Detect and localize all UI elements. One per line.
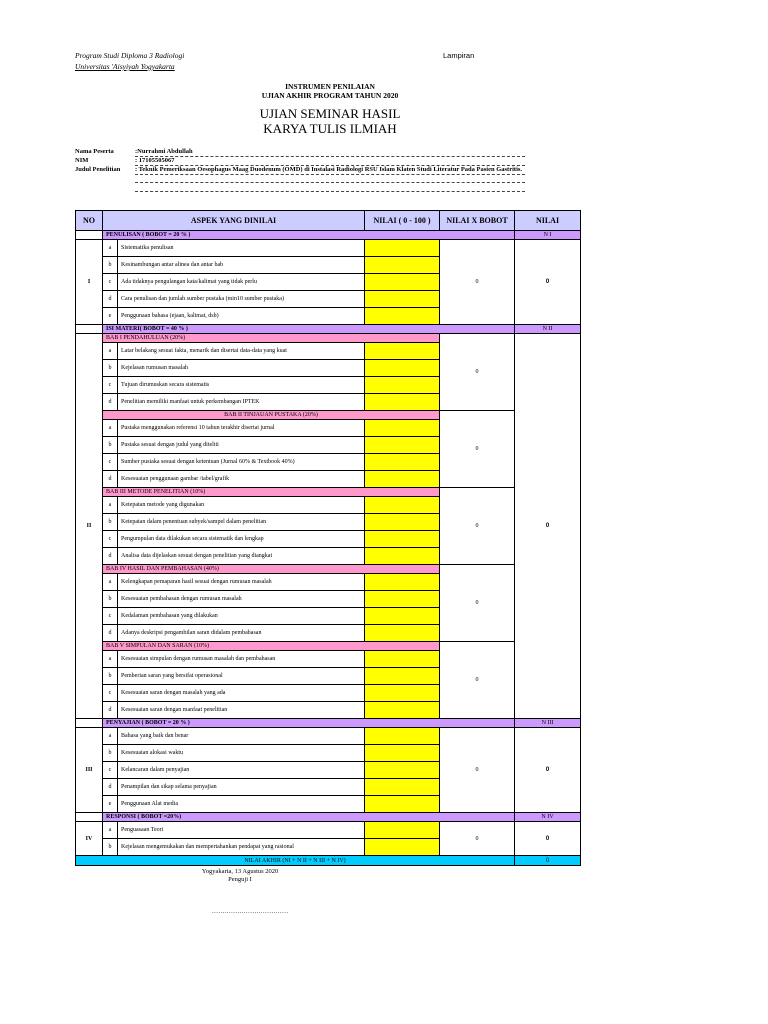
final-score-label: NILAI AKHIR (NI + N II + N III + N IV)	[76, 856, 515, 866]
item-letter: c	[103, 762, 118, 779]
item-text: Kedalaman pembahasan yang dilakukan	[118, 608, 365, 625]
section-nilai: 0	[515, 728, 581, 813]
item-letter: e	[103, 308, 118, 325]
place-date: Yogyakarta, 13 Agustus 2020	[201, 868, 279, 875]
subsection-title: BAB V SIMPULAN DAN SARAN (10%)	[103, 642, 440, 651]
weighted-value: 0	[440, 642, 515, 719]
score-input-cell[interactable]	[365, 274, 440, 291]
subsection-title: BAB II TINJAUAN PUSTAKA (20%)	[103, 411, 440, 420]
section-label: PENULISAN ( BOBOT = 20 % )	[103, 231, 515, 240]
document-title	[150, 82, 510, 100]
item-text: Ketepatan metode yang digunakan	[118, 497, 365, 514]
item-text: Ketepatan dalam penentuan subyek/sampel dalam penelitian	[118, 514, 365, 531]
section-nilai: 0	[515, 822, 581, 856]
nim-value: : 17105505067	[135, 156, 525, 166]
item-letter: d	[103, 394, 118, 411]
header-score: NILAI ( 0 - 100 )	[365, 211, 440, 231]
item-text: Ada tidaknya pengulangan kata/kalimat yang tidak perlu	[118, 274, 365, 291]
item-letter: b	[103, 591, 118, 608]
score-input-cell[interactable]	[365, 437, 440, 454]
score-input-cell[interactable]	[365, 514, 440, 531]
item-letter: a	[103, 240, 118, 257]
section-n-label: N III	[515, 719, 581, 728]
table-row	[76, 822, 581, 839]
item-letter: a	[103, 574, 118, 591]
score-input-cell[interactable]	[365, 291, 440, 308]
weighted-value: 0	[440, 565, 515, 642]
score-input-cell[interactable]	[365, 608, 440, 625]
item-letter: b	[103, 514, 118, 531]
weighted-value: 0	[440, 240, 515, 325]
institution-line-2: Universitas 'Aisyiyah Yogyakarta	[75, 62, 175, 71]
score-input-cell[interactable]	[365, 685, 440, 702]
table-header-row	[76, 211, 581, 231]
header-aspect: ASPEK YANG DINILAI	[103, 211, 365, 231]
score-input-cell[interactable]	[365, 651, 440, 668]
section-n-label: N I	[515, 231, 581, 240]
weighted-value: 0	[440, 822, 515, 856]
score-input-cell[interactable]	[365, 839, 440, 856]
item-text: Tujuan dirumuskan secara sistematis	[118, 377, 365, 394]
section-no-cell	[76, 719, 103, 728]
attachment-label: Lampiran	[443, 51, 475, 60]
score-input-cell[interactable]	[365, 394, 440, 411]
score-input-cell[interactable]	[365, 343, 440, 360]
item-text: Penelitian memiliki manfaat untuk perkembangan IPTEK	[118, 394, 365, 411]
score-input-cell[interactable]	[365, 360, 440, 377]
signature-line: ....................................	[212, 908, 289, 915]
signature-block	[190, 868, 290, 884]
blank-line	[135, 183, 525, 192]
score-input-cell[interactable]	[365, 668, 440, 685]
section-header-row	[76, 231, 581, 240]
item-letter: d	[103, 779, 118, 796]
item-letter: e	[103, 796, 118, 813]
header-nilai: NILAI	[515, 211, 581, 231]
section-label: ISI MATERI( BOBOT = 40 % )	[103, 325, 515, 334]
examiner-role: Penguji I	[228, 876, 252, 883]
section-number: I	[76, 240, 103, 325]
section-label: RESPONSI ( BOBOT =20%)	[103, 813, 515, 822]
item-text: Kelancaran dalam penyajian	[118, 762, 365, 779]
research-title-value: : Teknik Pemeriksaan Oesophagus Maag Duodenum (OMD) di Instalasi Radiologi RSU Islam Klaten Studi Literatur Pada Pasien Gastritis.	[135, 165, 525, 175]
item-letter: b	[103, 668, 118, 685]
item-letter: d	[103, 471, 118, 488]
item-text: Adanya deskripsi pengambilan saran didalam pembahasan	[118, 625, 365, 642]
score-input-cell[interactable]	[365, 796, 440, 813]
weighted-value: 0	[440, 411, 515, 488]
score-input-cell[interactable]	[365, 548, 440, 565]
section-no-cell	[76, 813, 103, 822]
item-letter: a	[103, 497, 118, 514]
score-input-cell[interactable]	[365, 822, 440, 839]
title-line-2: UJIAN AKHIR PROGRAM TAHUN 2020	[261, 91, 399, 100]
item-text: Kesesuaian alokasi waktu	[118, 745, 365, 762]
institution-line-1: Program Studi Diploma 3 Radiologi	[75, 51, 185, 60]
item-letter: b	[103, 745, 118, 762]
section-number: III	[76, 728, 103, 813]
name-label: Nama Peserta	[75, 148, 114, 155]
title-line-4: KARYA TULIS ILMIAH	[263, 121, 397, 136]
item-text: Kesesuaian saran dengan masalah yang ada	[118, 685, 365, 702]
score-input-cell[interactable]	[365, 497, 440, 514]
header-no: NO	[76, 211, 103, 231]
item-text: Kelengkapan pemaparan hasil sesuai dengan rumusan masalah	[118, 574, 365, 591]
section-header-row	[76, 813, 581, 822]
score-input-cell[interactable]	[365, 745, 440, 762]
item-text: Penguasaan Teori	[118, 822, 365, 839]
title-line-3: UJIAN SEMINAR HASIL	[259, 106, 401, 121]
institution-header	[75, 50, 184, 72]
subsection-row	[76, 642, 581, 651]
subsection-row	[76, 334, 581, 343]
subsection-title: BAB III METODE PENELITIAN (10%)	[103, 488, 440, 497]
item-letter: d	[103, 548, 118, 565]
section-nilai: 0	[515, 334, 581, 719]
item-letter: a	[103, 651, 118, 668]
final-score-value: 0	[515, 856, 581, 866]
title-line-1: INSTRUMEN PENILAIAN	[285, 82, 375, 91]
item-letter: b	[103, 839, 118, 856]
item-letter: c	[103, 608, 118, 625]
weighted-value: 0	[440, 728, 515, 813]
score-input-cell[interactable]	[365, 454, 440, 471]
score-input-cell[interactable]	[365, 728, 440, 745]
table-row	[76, 240, 581, 257]
score-input-cell[interactable]	[365, 779, 440, 796]
subsection-row	[76, 411, 581, 420]
item-letter: a	[103, 822, 118, 839]
score-input-cell[interactable]	[365, 702, 440, 719]
item-text: Pengumpulan data dilakukan secara sistematik dan lengkap	[118, 531, 365, 548]
blank-line	[135, 174, 525, 183]
item-text: Sumber pustaka sesuai dengan ketentuan (Jurnal 60% & Textbook 40%)	[118, 454, 365, 471]
score-input-cell[interactable]	[365, 574, 440, 591]
item-text: Cara penulisan dan jumlah sumber pustaka (min10 sumber pustaka)	[118, 291, 365, 308]
score-input-cell[interactable]	[365, 625, 440, 642]
section-no-cell	[76, 325, 103, 334]
section-n-label: N II	[515, 325, 581, 334]
item-letter: b	[103, 257, 118, 274]
item-text: Kesesuaian simpulan dengan rumusan masalah dan pembahasan	[118, 651, 365, 668]
assessment-table	[75, 210, 581, 866]
section-header-row	[76, 325, 581, 334]
item-letter: c	[103, 274, 118, 291]
item-text: Pustaka sesuai dengan judul yang diteliti	[118, 437, 365, 454]
final-score-row	[76, 856, 581, 866]
research-title-label: Judul Penelitian	[75, 166, 121, 173]
item-text: Kesesuaian saran dengan manfaat penelitian	[118, 702, 365, 719]
table-row	[76, 728, 581, 745]
item-text: Kesesuaian penggunaan gambar /tabel/grafik	[118, 471, 365, 488]
item-text: Bahasa yang baik dan benar	[118, 728, 365, 745]
item-letter: b	[103, 437, 118, 454]
item-text: Latar belakang sesuai fakta, menarik dan disertai data-data yang kuat	[118, 343, 365, 360]
item-letter: c	[103, 685, 118, 702]
item-letter: b	[103, 360, 118, 377]
item-text: Kesinambungan antar alinea dan antar bab	[118, 257, 365, 274]
score-input-cell[interactable]	[365, 308, 440, 325]
item-letter: d	[103, 291, 118, 308]
item-letter: c	[103, 377, 118, 394]
item-text: Penampilan dan sikap selama penyajian	[118, 779, 365, 796]
participant-identity	[75, 147, 525, 192]
score-input-cell[interactable]	[365, 591, 440, 608]
item-text: Penggunaan bahasa (ejaan, kalimat, dsb)	[118, 308, 365, 325]
nim-label: NIM	[75, 157, 89, 164]
weighted-value: 0	[440, 334, 515, 411]
score-input-cell[interactable]	[365, 377, 440, 394]
section-number: IV	[76, 822, 103, 856]
item-text: Analisa data dijelaskan sesuai dengan penelitian yang diangkat	[118, 548, 365, 565]
header-weighted: NILAI X BOBOT	[440, 211, 515, 231]
subsection-row	[76, 565, 581, 574]
item-text: Sistematika penulisan	[118, 240, 365, 257]
exam-title	[150, 106, 510, 136]
item-text: Kejelasan rumusan masalah	[118, 360, 365, 377]
subsection-title: BAB I PENDAHULUAN (20%)	[103, 334, 440, 343]
subsection-row	[76, 488, 581, 497]
section-nilai: 0	[515, 240, 581, 325]
item-letter: d	[103, 702, 118, 719]
item-letter: d	[103, 625, 118, 642]
item-text: Penggunaan Alat media	[118, 796, 365, 813]
section-no-cell	[76, 231, 103, 240]
score-input-cell[interactable]	[365, 420, 440, 437]
subsection-title: BAB IV HASIL DAN PEMBAHASAN (40%)	[103, 565, 440, 574]
section-number: II	[76, 334, 103, 719]
item-letter: a	[103, 343, 118, 360]
name-value: :Nurrahmi Abdullah	[135, 147, 525, 157]
score-input-cell[interactable]	[365, 257, 440, 274]
section-label: PENYAJIAN ( BOBOT = 20 % )	[103, 719, 515, 728]
section-n-label: N IV	[515, 813, 581, 822]
score-input-cell[interactable]	[365, 762, 440, 779]
item-letter: c	[103, 531, 118, 548]
item-text: Pustaka menggunakan referensi 10 tahun terakhir disertai jurnal	[118, 420, 365, 437]
item-letter: a	[103, 420, 118, 437]
section-header-row	[76, 719, 581, 728]
score-input-cell[interactable]	[365, 531, 440, 548]
score-input-cell[interactable]	[365, 240, 440, 257]
item-text: Kesesuaian pembahasan dengan rumusan masalah	[118, 591, 365, 608]
item-letter: c	[103, 454, 118, 471]
score-input-cell[interactable]	[365, 471, 440, 488]
item-letter: a	[103, 728, 118, 745]
weighted-value: 0	[440, 488, 515, 565]
item-text: Kejelasan mengemukakan dan mempertahankan pendapat yang rasional	[118, 839, 365, 856]
item-text: Pemberian saran yang bersifat operasional	[118, 668, 365, 685]
